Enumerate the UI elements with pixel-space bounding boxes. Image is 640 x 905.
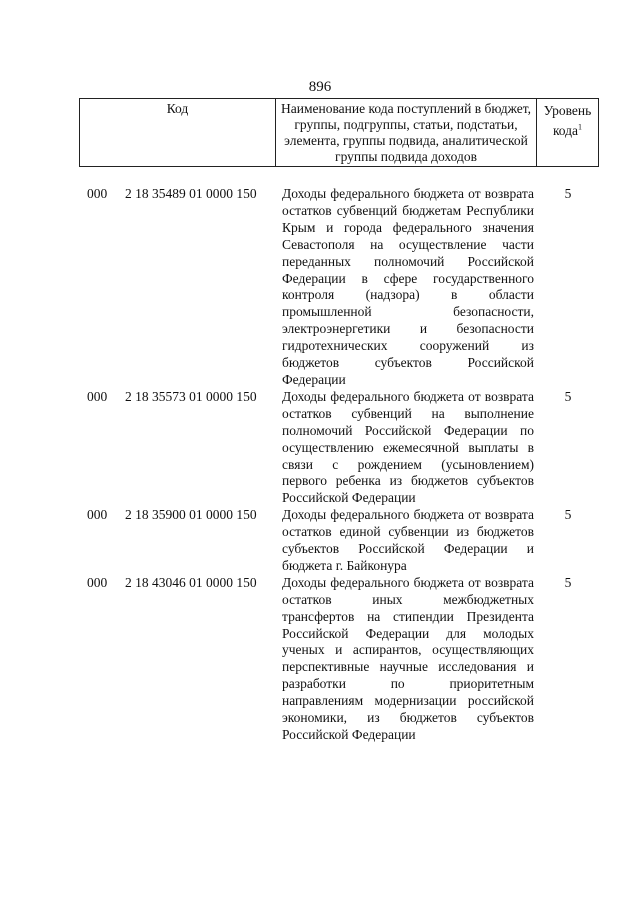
header-level-footnote: 1 bbox=[578, 122, 583, 132]
row-name: Доходы федерального бюджета от возврата остатков единой субвенции из бюджетов субъектов Российской Федерации и бюджета г. Байконура bbox=[282, 507, 534, 573]
row-name: Доходы федерального бюджета от возврата остатков иных межбюджетных трансфертов на стипендии Президента Российской Федерации для молодых ученых и аспирантов, осуществляющих перспективные научные исследования и разработки по приоритетным направлениям модернизации российской экономики, из бюджетов субъектов Российской Федерации bbox=[282, 574, 534, 742]
row-name: Доходы федерального бюджета от возврата остатков субвенций бюджетам Республики Крым и города федерального значения Севастополя на осуществление части переданных полномочий Российской Федерации в сфере государственного контроля (надзора) в области промышленной безопасности, электроэнергетики и безопасности гидротехнических сооружений из бюджетов субъектов Российской Федерации bbox=[282, 186, 534, 387]
header-level-label: Уровень кода bbox=[543, 103, 592, 138]
table-row bbox=[87, 575, 607, 744]
table-row bbox=[87, 507, 607, 575]
table-body bbox=[87, 186, 607, 744]
row-code: 2 18 43046 01 0000 150 bbox=[125, 574, 257, 590]
row-prefix: 000 bbox=[87, 186, 108, 201]
row-prefix: 000 bbox=[87, 507, 108, 523]
row-name: Доходы федерального бюджета от возврата остатков субвенций на выполнение полномочий Российской Федерации по осуществлению ежемесячной выплаты в связи с рождением (усыновлением) первого ребенка из бюджетов субъектов Российской Федерации bbox=[282, 388, 534, 506]
row-level: 5 bbox=[564, 388, 572, 404]
row-code: 2 18 35900 01 0000 150 bbox=[125, 507, 257, 523]
table-header bbox=[79, 98, 599, 167]
row-level: 5 bbox=[564, 574, 572, 590]
header-name: Наименование кода поступлений в бюджет, группы, подгруппы, статьи, подстатьи, элемента, группы подвида, аналитической группы подвида доходов bbox=[276, 99, 537, 166]
page-number: 896 bbox=[308, 79, 332, 95]
table-row bbox=[87, 389, 607, 507]
row-prefix: 000 bbox=[87, 388, 108, 404]
row-level: 5 bbox=[564, 507, 572, 523]
row-code: 2 18 35573 01 0000 150 bbox=[125, 388, 257, 404]
table-row bbox=[87, 186, 607, 389]
row-level: 5 bbox=[564, 186, 572, 201]
row-code: 2 18 35489 01 0000 150 bbox=[125, 186, 257, 201]
row-prefix: 000 bbox=[87, 574, 108, 590]
header-level bbox=[537, 99, 598, 166]
header-code: Код bbox=[80, 99, 276, 166]
